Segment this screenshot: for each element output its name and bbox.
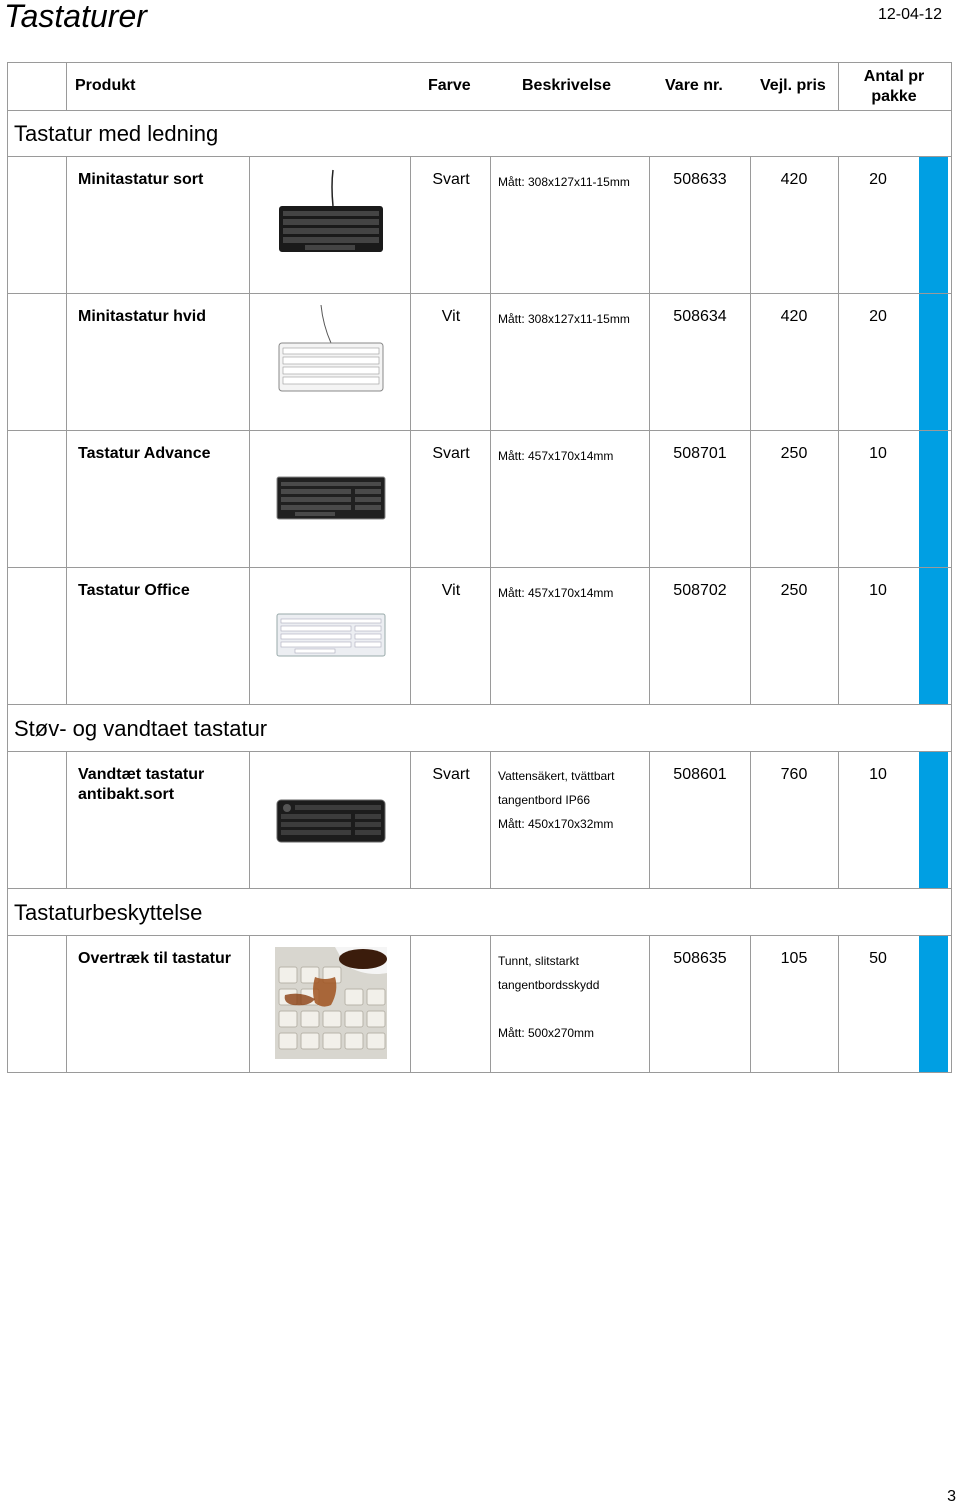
grid-line	[7, 293, 952, 294]
product-description: Vattensäkert, tvättbart tangentbord IP66 Mått: 450x170x32mm	[498, 769, 615, 831]
grid-line	[66, 935, 67, 1072]
header-color: Farve	[428, 77, 471, 94]
product-name: Minitastatur sort	[78, 171, 204, 188]
grid-line	[66, 156, 67, 704]
price: 105	[780, 950, 808, 967]
grid-line	[249, 156, 250, 704]
product-name: Overtræk til tastatur	[78, 950, 231, 967]
product-color: Svart	[432, 171, 470, 188]
header-description: Beskrivelse	[522, 77, 611, 94]
grid-line	[410, 156, 411, 704]
grid-line	[249, 751, 250, 888]
item-number: 508633	[673, 171, 727, 188]
price: 420	[780, 171, 808, 188]
grid-line	[838, 62, 839, 110]
product-color: Svart	[432, 766, 470, 783]
grid-line	[490, 156, 491, 704]
grid-line	[7, 110, 952, 111]
grid-line	[7, 888, 952, 889]
accent-bar	[919, 157, 948, 293]
grid-line	[410, 935, 411, 1072]
accent-bar	[919, 568, 948, 704]
product-name: Tastatur Office	[78, 582, 190, 599]
grid-line	[249, 935, 250, 1072]
product-description: Mått: 308x127x11-15mm	[498, 312, 630, 326]
item-number: 508601	[673, 766, 727, 783]
header-price: Vejl. pris	[760, 77, 826, 94]
price: 420	[780, 308, 808, 325]
item-number: 508634	[673, 308, 727, 325]
black-mini-keyboard-image	[275, 166, 387, 278]
page-date: 12-04-12	[877, 6, 942, 23]
header-item-no: Vare nr.	[665, 77, 723, 94]
product-color: Svart	[432, 445, 470, 462]
grid-line	[7, 156, 952, 157]
item-number: 508635	[673, 950, 727, 967]
accent-bar	[919, 936, 948, 1072]
pack-quantity: 10	[869, 582, 887, 599]
grid-line	[7, 567, 952, 568]
pack-quantity: 20	[869, 171, 887, 188]
header-product: Produkt	[75, 77, 136, 94]
waterproof-keyboard-image	[275, 798, 387, 844]
product-name: Vandtæt tastatur antibakt.sort	[78, 766, 205, 803]
grid-line	[410, 751, 411, 888]
grid-line	[951, 62, 952, 1073]
accent-bar	[919, 294, 948, 430]
grid-line	[7, 704, 952, 705]
accent-bar	[919, 431, 948, 567]
product-name: Minitastatur hvid	[78, 308, 207, 325]
grid-line	[7, 751, 952, 752]
grid-line	[490, 935, 491, 1072]
pack-quantity: 10	[869, 445, 887, 462]
product-description: Mått: 457x170x14mm	[498, 449, 614, 463]
grid-line	[750, 156, 751, 704]
section-title: Tastaturbeskyttelse	[14, 900, 203, 925]
product-name: Tastatur Advance	[78, 445, 211, 462]
page-title: Tastaturer	[4, 0, 147, 34]
pack-quantity: 20	[869, 308, 887, 325]
grid-line	[7, 1072, 952, 1073]
product-color: Vit	[441, 582, 461, 599]
section-title: Tastatur med ledning	[14, 121, 219, 146]
pack-quantity: 10	[869, 766, 887, 783]
accent-bar	[919, 752, 948, 888]
product-description: Tunnt, slitstarkt tangentbordsskydd Mått: 500x270mm	[498, 954, 600, 1040]
white-keyboard-image	[275, 612, 387, 658]
grid-line	[838, 156, 839, 704]
product-color: Vit	[441, 308, 461, 325]
coffee-spill-keyboard-image	[275, 947, 387, 1059]
item-number: 508702	[673, 582, 727, 599]
black-keyboard-image	[275, 475, 387, 521]
price: 760	[780, 766, 808, 783]
grid-line	[649, 156, 650, 704]
white-mini-keyboard-image	[275, 303, 387, 395]
grid-line	[490, 751, 491, 888]
grid-line	[7, 62, 952, 63]
grid-line	[7, 430, 952, 431]
price: 250	[780, 582, 808, 599]
page-number: 3	[947, 1488, 956, 1505]
price: 250	[780, 445, 808, 462]
product-description: Mått: 457x170x14mm	[498, 586, 614, 600]
grid-line	[66, 751, 67, 888]
grid-line	[66, 62, 67, 110]
section-title: Støv- og vandtaet tastatur	[14, 716, 268, 741]
header-pack-qty: Antal pr pakke	[863, 68, 925, 105]
item-number: 508701	[673, 445, 727, 462]
grid-line	[7, 62, 8, 1073]
pack-quantity: 50	[869, 950, 887, 967]
product-description: Mått: 308x127x11-15mm	[498, 175, 630, 189]
grid-line	[7, 935, 952, 936]
